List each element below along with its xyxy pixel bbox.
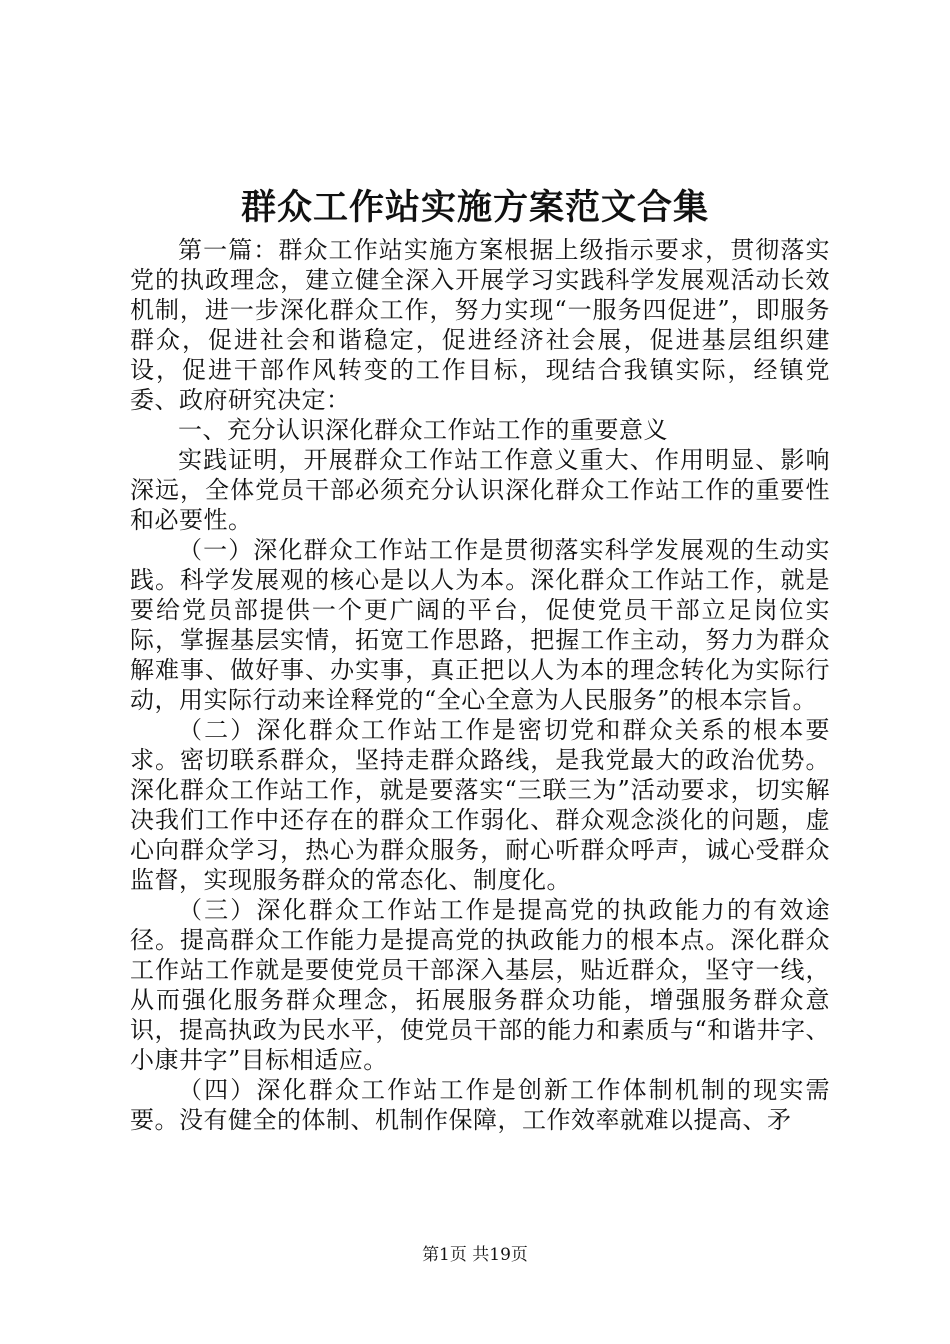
paragraph-point-3: （三）深化群众工作站工作是提高党的执政能力的有效途径。提高群众工作能力是提高党的执政能力的根本点。深化群众工作站工作就是要使党员干部深入基层，贴近群众，坚守一线，从而强化服务群众理念，拓展服务群众功能，增强服务群众意识，提高执政为民水平，使党员干部的能力和素质与“和谐井字、小康井字”目标相适应。 [130,896,830,1074]
document-title: 群众工作站实施方案范文合集 [240,187,709,228]
page-number-footer: 第1页 共19页 [422,1245,528,1265]
paragraph-point-2: （二）深化群众工作站工作是密切党和群众关系的根本要求。密切联系群众，坚持走群众路线，是我党最大的政治优势。深化群众工作站工作，就是要落实“三联三为”活动要求，切实解决我们工作中还存在的群众工作弱化、群众观念淡化的问题，虚心向群众学习，热心为群众服务，耐心听群众呼声，诚心受群众监督，实现服务群众的常态化、制度化。 [130,716,830,894]
paragraph-point-4: （四）深化群众工作站工作是创新工作体制机制的现实需要。没有健全的体制、机制作保障，工作效率就难以提高、矛 [130,1076,830,1134]
paragraph-point-1: （一）深化群众工作站工作是贯彻落实科学发展观的生动实践。科学发展观的核心是以人为本。深化群众工作站工作，就是要给党员部提供一个更广阔的平台，促使党员干部立足岗位实际，掌握基层实情，拓宽工作思路，把握工作主动，努力为群众解难事、做好事、办实事，真正把以人为本的理念转化为实际行动，用实际行动来诠释党的“全心全意为人民服务”的根本宗旨。 [130,536,830,714]
paragraph-intro: 第一篇：群众工作站实施方案根据上级指示要求，贯彻落实党的执政理念，建立健全深入开展学习实践科学发展观活动长效机制，进一步深化群众工作，努力实现“一服务四促进”，即服务群众，促进社会和谐稳定，促进经济社会展，促进基层组织建设，促进干部作风转变的工作目标，现结合我镇实际，经镇党委、政府研究决定： [130,236,830,414]
section-heading-1: 一、充分认识深化群众工作站工作的重要意义 [178,416,668,444]
paragraph-practice: 实践证明，开展群众工作站工作意义重大、作用明显、影响深远，全体党员干部必须充分认识深化群众工作站工作的重要性和必要性。 [130,446,830,534]
document-body [130,235,830,1135]
